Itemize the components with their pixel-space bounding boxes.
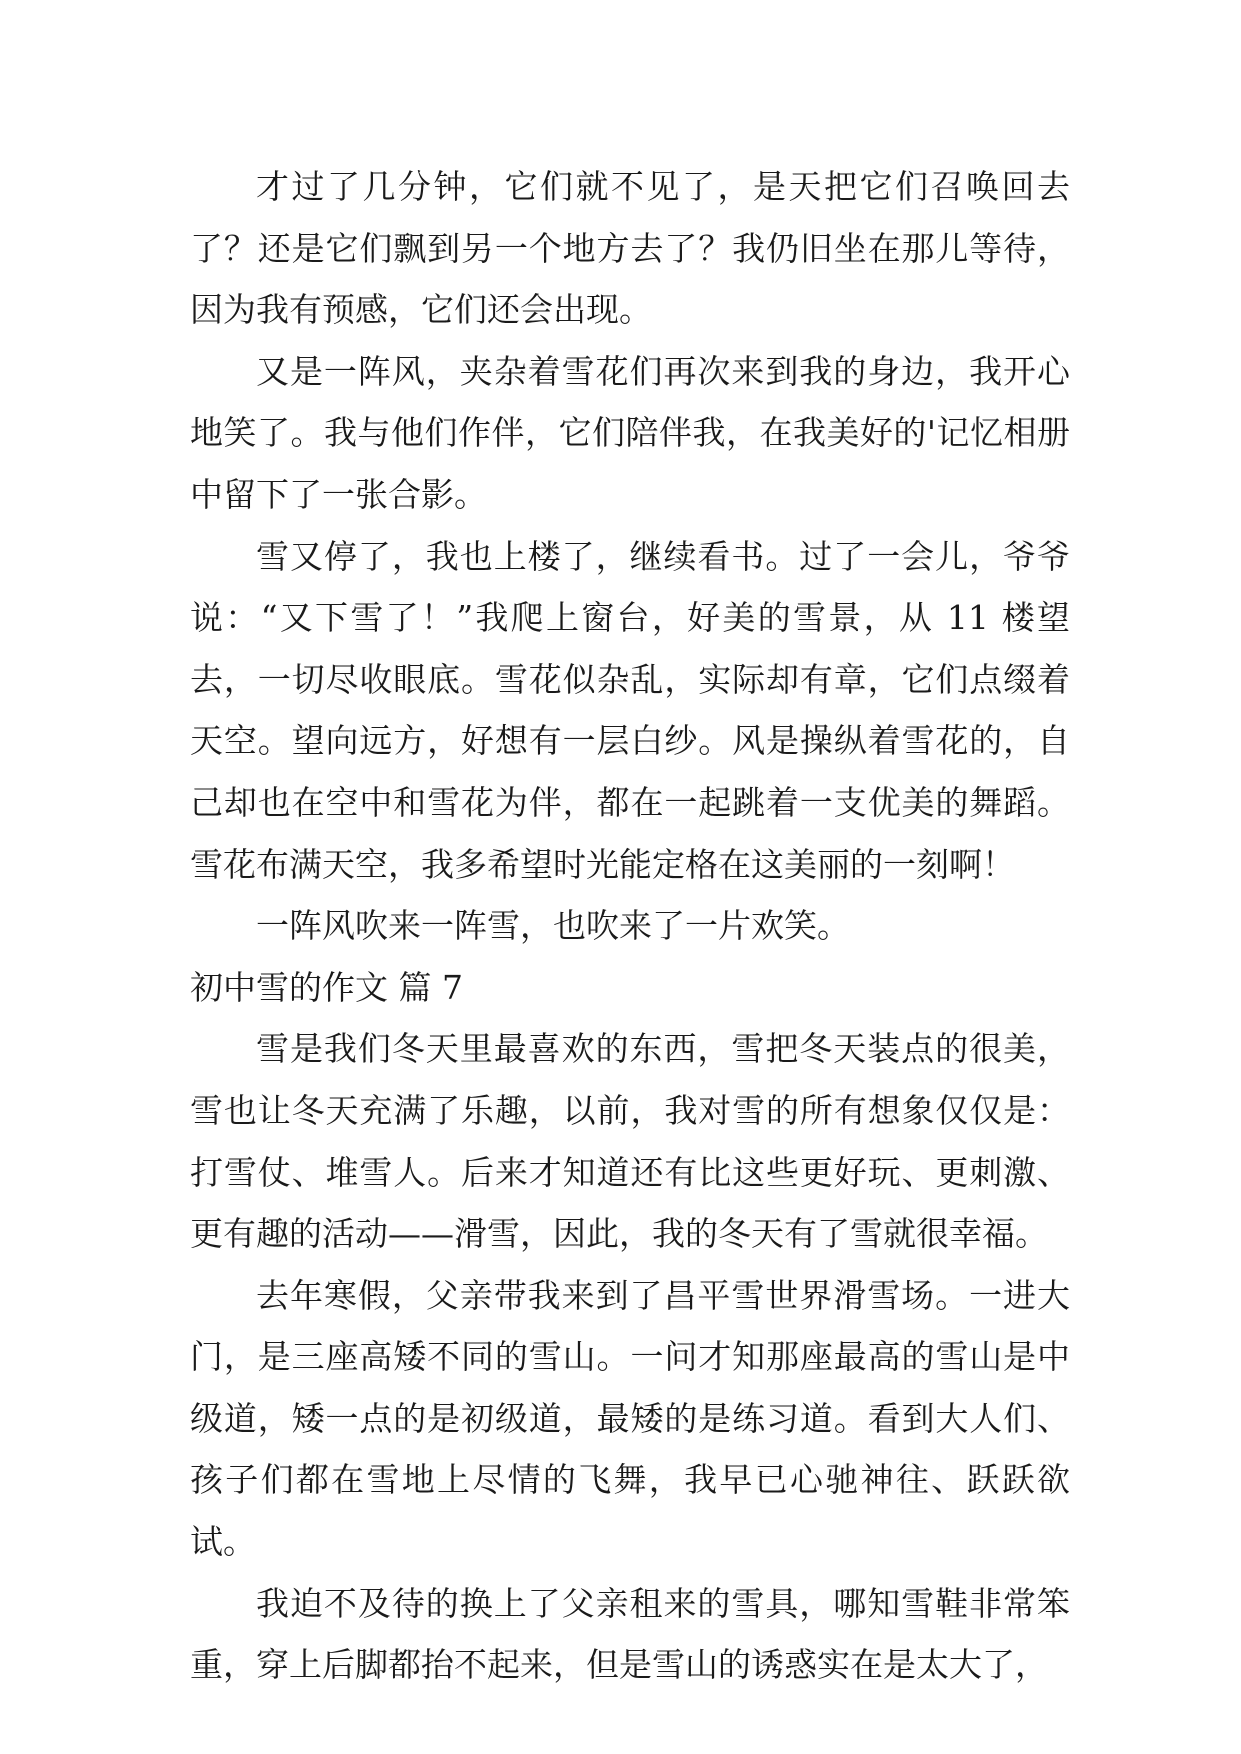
section-heading: 初中雪的作文 篇 7 <box>190 967 463 1007</box>
paragraph-2: 又是一阵风，夹杂着雪花们再次来到我的身边，我开心地笑了。我与他们作伴，它们陪伴我，在我美好的'记忆相册中留下了一张合影。 <box>190 351 1070 514</box>
paragraph-6: 去年寒假，父亲带我来到了昌平雪世界滑雪场。一进大门，是三座高矮不同的雪山。一问才知那座最高的雪山是中级道，矮一点的是初级道，最矮的是练习道。看到大人们、孩子们都在雪地上尽情的飞舞，我早已心驰神往、跃跃欲试。 <box>190 1275 1070 1562</box>
paragraph-1: 才过了几分钟，它们就不见了，是天把它们召唤回去了？还是它们飘到另一个地方去了？我仍旧坐在那儿等待，因为我有预感，它们还会出现。 <box>190 167 1070 330</box>
paragraph-5: 雪是我们冬天里最喜欢的东西，雪把冬天装点的很美，雪也让冬天充满了乐趣，以前，我对雪的所有想象仅仅是：打雪仗、堆雪人。后来才知道还有比这些更好玩、更刺激、更有趣的活动——滑雪，因此，我的冬天有了雪就很幸福。 <box>190 1029 1070 1254</box>
paragraph-3: 雪又停了，我也上楼了，继续看书。过了一会儿，爷爷说：“又下雪了！”我爬上窗台，好美的雪景，从 11 楼望去，一切尽收眼底。雪花似杂乱，实际却有章，它们点缀着天空。望向远方，好想有一层白纱。风是操纵着雪花的，自己却也在空中和雪花为伴，都在一起跳着一支优美的舞蹈。雪花布满天空，我多希望时光能定格在这美丽的一刻啊！ <box>190 536 1070 884</box>
paragraph-4: 一阵风吹来一阵雪，也吹来了一片欢笑。 <box>256 906 850 946</box>
document-body <box>190 156 1070 1696</box>
paragraph-7: 我迫不及待的换上了父亲租来的雪具，哪知雪鞋非常笨重，穿上后脚都抬不起来，但是雪山的诱惑实在是太大了， <box>190 1583 1070 1685</box>
